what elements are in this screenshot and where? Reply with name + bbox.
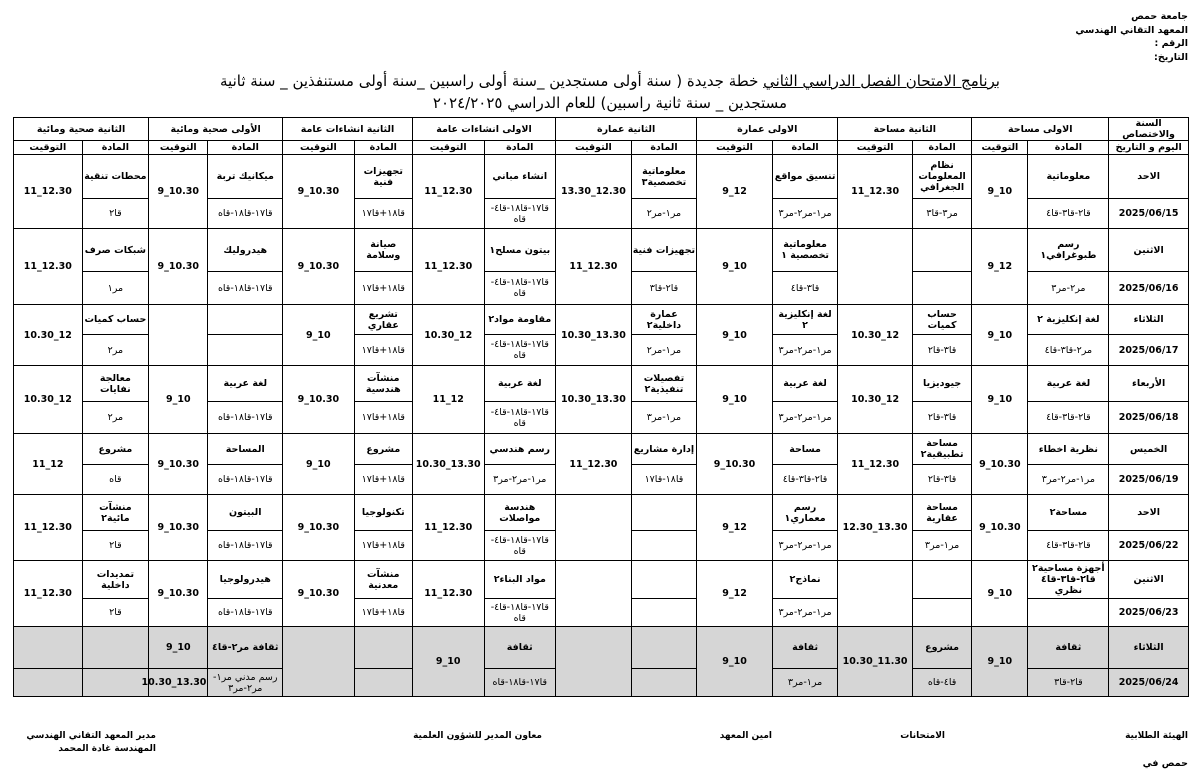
subject-column-header: المادة xyxy=(912,141,971,155)
hall-cell xyxy=(631,599,696,627)
place-label: حمص في xyxy=(1142,758,1188,769)
subject-column-header: المادة xyxy=(354,141,412,155)
subject-cell: مقاومة مواد٢ xyxy=(484,305,556,335)
group-header-6: الثانية انشاءات عامة xyxy=(283,118,413,141)
subject-cell: رسم هندسي xyxy=(484,434,556,465)
time-column-header: التوقيت xyxy=(556,141,632,155)
time-cell: 10_9 xyxy=(697,366,773,434)
hall-cell: مر١-مر٢-مر٣ xyxy=(772,199,837,229)
schedule-row-top xyxy=(14,627,1189,669)
time-cell: 10_9 xyxy=(283,434,355,495)
subject-cell: لغة عربية xyxy=(772,366,837,402)
signature-student-body: الهيئة الطلابية xyxy=(1125,731,1188,741)
empty-cell xyxy=(354,627,412,669)
group-header-4: الثانية عمارة xyxy=(556,118,697,141)
time-column-header: التوقيت xyxy=(697,141,773,155)
hall-cell: قا١٨+قا١٧ xyxy=(354,402,412,434)
hall-cell: قا٤-قاه xyxy=(912,669,971,697)
hall-cell: قا١٧-قا١٨-قاه xyxy=(208,465,283,495)
hall-cell: قا١٧-قا١٨-قاه xyxy=(484,669,556,697)
subject-cell: مواد البناء٢ xyxy=(484,561,556,599)
institution-header xyxy=(1075,10,1188,64)
day-name: الثلاثاء xyxy=(1109,627,1189,669)
hall-cell xyxy=(208,335,283,366)
time-cell xyxy=(149,305,208,366)
time-cell: 12_10.30 xyxy=(14,366,83,434)
time-cell: 10.30_9 xyxy=(697,434,773,495)
hall-cell: مر٢-قا٣-قا٤ xyxy=(1028,335,1109,366)
exam-date: 2025/06/16 xyxy=(1109,272,1189,305)
time-cell: 10_9 xyxy=(697,229,773,305)
time-cell: 10.30_9 xyxy=(283,229,355,305)
hall-cell: مر١-مر٢-مر٣ xyxy=(1028,465,1109,495)
subject-cell: المساحة xyxy=(208,434,283,465)
empty-cell xyxy=(14,669,83,697)
subject-cell xyxy=(912,561,971,599)
hall-cell: قا٢ xyxy=(82,599,148,627)
subject-cell: هيدروليك xyxy=(208,229,283,272)
subject-cell: هندسة مواصلات xyxy=(484,495,556,531)
time-cell: 12.30_11 xyxy=(838,155,913,229)
hall-cell: مر١-مر٢-مر٣ xyxy=(772,599,837,627)
hall-cell xyxy=(1028,599,1109,627)
schedule-row-top xyxy=(14,434,1189,465)
time-cell: 10.30_9 xyxy=(149,495,208,561)
subject-cell: حساب كميات xyxy=(82,305,148,335)
time-cell: 12.30_11 xyxy=(14,495,83,561)
subject-cell xyxy=(208,305,283,335)
hall-cell: مر١-مر٣ xyxy=(631,402,696,434)
subject-cell: رسم مدني مر١-مر٢-مر٣ xyxy=(208,669,283,697)
group-header-1: الاولى مساحة xyxy=(972,118,1109,141)
hall-cell: مر١-مر٢-مر٣ xyxy=(772,335,837,366)
time-cell: 10.30_9 xyxy=(149,561,208,627)
time-cell: 12.30_11 xyxy=(556,229,632,305)
time-column-header: التوقيت xyxy=(149,141,208,155)
exam-date: 2025/06/19 xyxy=(1109,465,1189,495)
time-cell: 12.30_11 xyxy=(412,561,484,627)
subject-column-header: المادة xyxy=(208,141,283,155)
time-cell: 12.30_11 xyxy=(14,561,83,627)
hall-cell: قا١٨+قا١٧ xyxy=(354,465,412,495)
hall-cell: قا١٧-قا١٨-قاه xyxy=(208,402,283,434)
time-cell: 12.30_13.30 xyxy=(556,155,632,229)
time-cell: 12_10.30 xyxy=(838,366,913,434)
hall-cell: قا٢ xyxy=(82,531,148,561)
hall-cell: مر١-مر٢ xyxy=(631,199,696,229)
subject-cell: تمديدات داخلية xyxy=(82,561,148,599)
schedule-row-top xyxy=(14,561,1189,599)
time-cell: 12.30_11 xyxy=(412,495,484,561)
subject-cell: نماذج٢ xyxy=(772,561,837,599)
hall-cell: قا٢-قا٣-قا٤ xyxy=(1028,402,1109,434)
hall-cell: قا٣-قا٢ xyxy=(912,335,971,366)
time-cell: 12.30_11 xyxy=(14,229,83,305)
signature-deputy: معاون المدير للشؤون العلمية xyxy=(413,731,542,741)
subject-cell: حساب كميات xyxy=(912,305,971,335)
schedule-row-top xyxy=(14,495,1189,531)
subject-cell: نظام المعلومات الجغرافي xyxy=(912,155,971,199)
subject-cell: أجهزة مساحية٢ قا٢-قا٣-قا٤ نظري xyxy=(1028,561,1109,599)
signature-secretary: امين المعهد xyxy=(719,731,772,741)
exam-date: 2025/06/23 xyxy=(1109,599,1189,627)
time-cell: 13.30_10.30 xyxy=(149,669,208,697)
hall-cell: قا١٧-قا١٨-قا٤- قاه xyxy=(484,272,556,305)
hall-cell: مر٢ xyxy=(82,335,148,366)
time-cell: 12_9 xyxy=(972,229,1028,305)
subject-cell: معالجة نفايات xyxy=(82,366,148,402)
hall-cell: قا١٧-قا١٨-قاه xyxy=(208,531,283,561)
time-cell: 10_9 xyxy=(972,155,1028,229)
subject-column-header: المادة xyxy=(484,141,556,155)
subject-column-header: المادة xyxy=(1028,141,1109,155)
time-cell: 11.30_10.30 xyxy=(838,627,913,697)
hall-cell: مر١ xyxy=(82,272,148,305)
time-cell: 12.30_11 xyxy=(14,155,83,229)
hall-cell: قا١٧-قا١٨-قا٤- قاه xyxy=(484,199,556,229)
time-cell: 13.30_10.30 xyxy=(412,434,484,495)
hall-cell: مر١-مر٣ xyxy=(912,531,971,561)
subject-cell: منشآت معدنية xyxy=(354,561,412,599)
subject-cell: جيوديزيا xyxy=(912,366,971,402)
hall-cell: قا٢-قا٣ xyxy=(1028,669,1109,697)
hall-cell: مر١-مر٢ xyxy=(631,335,696,366)
group-header-5: الاولى انشاءات عامة xyxy=(412,118,555,141)
subject-cell: معلوماتية تخصصية٣ xyxy=(631,155,696,199)
time-cell: 10_9 xyxy=(149,627,208,669)
hall-cell: قا٢-قا٣-قا٤ xyxy=(1028,199,1109,229)
time-cell: 10_9 xyxy=(972,366,1028,434)
subject-cell: تكنولوجيا xyxy=(354,495,412,531)
day-name: الاحد xyxy=(1109,495,1189,531)
time-cell: 10.30_9 xyxy=(149,229,208,305)
director-title: مدير المعهد التقاني الهندسي xyxy=(26,731,156,741)
time-cell: 10.30_9 xyxy=(283,495,355,561)
subject-cell: ثقافة xyxy=(484,627,556,669)
group-header-3: الاولى عمارة xyxy=(697,118,838,141)
time-cell: 12_10.30 xyxy=(838,305,913,366)
subject-cell: تنسيق مواقع xyxy=(772,155,837,199)
title-plan: خطة جديدة ( سنة أولى مستجدين _سنة أولى راسبين _سنة أولى مستنفذين _ سنة ثانية xyxy=(220,72,764,90)
subject-cell: مساحة٢ xyxy=(1028,495,1109,531)
institute-name: المعهد التقاني الهندسي xyxy=(1075,24,1188,36)
hall-cell xyxy=(912,599,971,627)
time-cell: 10.30_9 xyxy=(972,434,1028,495)
empty-cell xyxy=(556,627,632,697)
time-cell: 12_9 xyxy=(697,495,773,561)
subject-cell: ثقافة xyxy=(1028,627,1109,669)
time-cell xyxy=(838,561,913,627)
subject-cell: منشآت هندسية xyxy=(354,366,412,402)
time-cell: 12_10.30 xyxy=(412,305,484,366)
time-cell: 12_10.30 xyxy=(14,305,83,366)
hall-cell: قا١٧-قا١٨-قاه xyxy=(208,272,283,305)
hall-cell: قا١٨+قا١٧ xyxy=(354,335,412,366)
hall-cell: قا٢ xyxy=(82,199,148,229)
subject-cell: مشروع xyxy=(912,627,971,669)
reference-number: الرقم : xyxy=(1154,38,1188,49)
corner-cell-date: اليوم و التاريخ xyxy=(1109,141,1189,155)
time-cell: 12.30_11 xyxy=(412,229,484,305)
hall-cell: قا١٧-قا١٨-قا٤- قاه xyxy=(484,599,556,627)
exam-schedule-table xyxy=(13,117,1189,697)
day-name: الاثنين xyxy=(1109,561,1189,599)
hall-cell: قا١٧-قا١٨-قا٤- قاه xyxy=(484,335,556,366)
time-cell xyxy=(838,229,913,305)
subject-cell: انشاء مباني xyxy=(484,155,556,199)
title-year: مستجدين _ سنة ثانية راسبين) للعام الدراسي ٢٠٢٤/٢٠٢٥ xyxy=(432,94,788,112)
subject-cell: هيدرولوجيا xyxy=(208,561,283,599)
hall-cell: مر١-مر٢-مر٣ xyxy=(772,402,837,434)
subject-cell: منشآت مائية٢ xyxy=(82,495,148,531)
subject-cell: تجهيزات فنية xyxy=(631,229,696,272)
document-date: التاريخ: xyxy=(1154,51,1188,63)
subject-cell: لغة عربية xyxy=(208,366,283,402)
exam-date: 2025/06/15 xyxy=(1109,199,1189,229)
time-cell: 13.30_12.30 xyxy=(838,495,913,561)
hall-cell: قا١٨+قا١٧ xyxy=(354,272,412,305)
subject-cell: نظرية اخطاء xyxy=(1028,434,1109,465)
schedule-row-top xyxy=(14,305,1189,335)
signature-director xyxy=(26,730,156,756)
hall-cell: قا٢-قا٣-قا٤ xyxy=(772,465,837,495)
time-column-header: التوقيت xyxy=(972,141,1028,155)
subject-cell: عمارة داخلية٢ xyxy=(631,305,696,335)
signature-exams: الامتحانات xyxy=(900,731,945,741)
subject-cell: صيانة وسلامة xyxy=(354,229,412,272)
hall-cell xyxy=(631,531,696,561)
time-cell: 10_9 xyxy=(697,627,773,697)
subject-cell xyxy=(912,229,971,272)
subject-cell: لغة عربية xyxy=(1028,366,1109,402)
subject-column-header: المادة xyxy=(772,141,837,155)
time-cell: 10_9 xyxy=(972,305,1028,366)
hall-cell: قا١٧-قا١٨-قا٤- قاه xyxy=(484,402,556,434)
time-cell: 10_9 xyxy=(283,305,355,366)
time-cell: 13.30_10.30 xyxy=(556,305,632,366)
hall-cell: قا١٨+قا١٧ xyxy=(354,599,412,627)
time-cell: 10_9 xyxy=(972,561,1028,627)
exam-date: 2025/06/24 xyxy=(1109,669,1189,697)
time-cell: 10_9 xyxy=(149,366,208,434)
hall-cell: مر١-مر٣ xyxy=(772,669,837,697)
subject-cell: محطات تنقية xyxy=(82,155,148,199)
hall-cell: قا٣-قا٤ xyxy=(772,272,837,305)
schedule-row-top xyxy=(14,366,1189,402)
time-cell: 10_9 xyxy=(697,305,773,366)
hall-cell: مر٣-قا٣ xyxy=(912,199,971,229)
subject-cell: رسم معماري١ xyxy=(772,495,837,531)
hall-cell: قا١٨+قا١٧ xyxy=(354,531,412,561)
time-cell: 10.30_9 xyxy=(972,495,1028,561)
time-column-header: التوقيت xyxy=(14,141,83,155)
time-cell xyxy=(556,561,632,627)
group-header-7: الأولى صحية ومائية xyxy=(149,118,283,141)
director-name: المهندسة غادة المحمد xyxy=(58,744,156,754)
subject-cell: معلوماتية تخصصية ١ xyxy=(772,229,837,272)
subject-column-header: المادة xyxy=(82,141,148,155)
subject-cell: رسم طبوغرافي١ xyxy=(1028,229,1109,272)
page-title xyxy=(150,70,1070,114)
time-cell xyxy=(556,495,632,561)
schedule-row-top xyxy=(14,155,1189,199)
empty-cell xyxy=(82,627,148,669)
subject-cell: لغة إنكليزية ٢ xyxy=(1028,305,1109,335)
hall-cell: مر١-مر٢-مر٣ xyxy=(484,465,556,495)
hall-cell: مر١-مر٢-مر٣ xyxy=(772,531,837,561)
day-name: الثلاثاء xyxy=(1109,305,1189,335)
hall-cell: مر٢-مر٣ xyxy=(1028,272,1109,305)
time-cell: 12_11 xyxy=(412,366,484,434)
empty-cell xyxy=(82,669,148,697)
subject-cell: تجهيزات فنية xyxy=(354,155,412,199)
subject-cell: ثقافة مر٢-قا٤ xyxy=(208,627,283,669)
empty-cell xyxy=(283,627,355,697)
hall-cell: قا٣-قا٢ xyxy=(912,465,971,495)
subject-cell: إدارة مشاريع xyxy=(631,434,696,465)
subject-cell: تشريع عقاري xyxy=(354,305,412,335)
day-name: الاثنين xyxy=(1109,229,1189,272)
time-cell: 12.30_11 xyxy=(838,434,913,495)
title-program: برنامج الامتحان الفصل الدراسي الثاني xyxy=(763,72,1000,90)
subject-cell: مشروع xyxy=(82,434,148,465)
subject-cell: ثقافة xyxy=(772,627,837,669)
hall-cell: قا٣-قا٢ xyxy=(912,402,971,434)
hall-cell: مر٢ xyxy=(82,402,148,434)
empty-cell xyxy=(631,669,696,697)
schedule-row-top xyxy=(14,229,1189,272)
time-cell: 10.30_9 xyxy=(283,155,355,229)
hall-cell: قا١٨-قا١٧ xyxy=(631,465,696,495)
university-name: جامعة حمص xyxy=(1131,11,1188,22)
hall-cell: قا٢-قا٣-قا٤ xyxy=(1028,531,1109,561)
subject-cell: البيتون xyxy=(208,495,283,531)
hall-cell xyxy=(912,272,971,305)
time-cell: 10.30_9 xyxy=(283,366,355,434)
exam-date: 2025/06/22 xyxy=(1109,531,1189,561)
hall-cell: قا١٧-قا١٨-قاه xyxy=(208,599,283,627)
exam-date: 2025/06/17 xyxy=(1109,335,1189,366)
day-name: الأربعاء xyxy=(1109,366,1189,402)
subject-cell: بيتون مسلح١ xyxy=(484,229,556,272)
empty-cell xyxy=(354,669,412,697)
group-header-2: الثانية مساحة xyxy=(838,118,972,141)
group-header-8: الثانية صحية ومائية xyxy=(14,118,149,141)
hall-cell: قا١٧-قا١٨-قا٤- قاه xyxy=(484,531,556,561)
subject-cell xyxy=(631,561,696,599)
time-cell: 10_9 xyxy=(972,627,1028,697)
corner-cell-specialty: السنة والاختصاص xyxy=(1109,118,1189,141)
subject-cell: ميكانيك تربة xyxy=(208,155,283,199)
time-column-header: التوقيت xyxy=(412,141,484,155)
hall-cell: قا١٨+قا١٧ xyxy=(354,199,412,229)
empty-cell xyxy=(631,627,696,669)
time-column-header: التوقيت xyxy=(283,141,355,155)
empty-cell xyxy=(14,627,83,669)
hall-cell: قا١٧-قا١٨-قاه xyxy=(208,199,283,229)
time-column-header: التوقيت xyxy=(838,141,913,155)
subject-cell: لغة إنكليزية ٢ xyxy=(772,305,837,335)
subject-cell: مساحة xyxy=(772,434,837,465)
subject-cell: شبكات صرف xyxy=(82,229,148,272)
subject-cell: لغة عربية xyxy=(484,366,556,402)
subject-cell: مساحة تطبيقية٢ xyxy=(912,434,971,465)
subject-cell: مشروع xyxy=(354,434,412,465)
exam-date: 2025/06/18 xyxy=(1109,402,1189,434)
time-cell: 10.30_9 xyxy=(283,561,355,627)
time-cell: 10.30_9 xyxy=(149,434,208,495)
time-cell: 13.30_10.30 xyxy=(556,366,632,434)
time-cell: 10.30_9 xyxy=(149,155,208,229)
subject-cell: تفصيلات تنفيذية٢ xyxy=(631,366,696,402)
subject-cell: معلوماتية xyxy=(1028,155,1109,199)
day-name: الخميس xyxy=(1109,434,1189,465)
time-cell: 12.30_11 xyxy=(412,155,484,229)
time-cell: 10_9 xyxy=(412,627,484,697)
day-name: الاحد xyxy=(1109,155,1189,199)
subject-cell: مساحة عقارية xyxy=(912,495,971,531)
time-cell: 12.30_11 xyxy=(556,434,632,495)
subject-cell xyxy=(631,495,696,531)
time-cell: 12_9 xyxy=(697,155,773,229)
time-cell: 12_11 xyxy=(14,434,83,495)
hall-cell: قاه xyxy=(82,465,148,495)
time-cell: 12_9 xyxy=(697,561,773,627)
hall-cell: قا٢-قا٣ xyxy=(631,272,696,305)
subject-column-header: المادة xyxy=(631,141,696,155)
